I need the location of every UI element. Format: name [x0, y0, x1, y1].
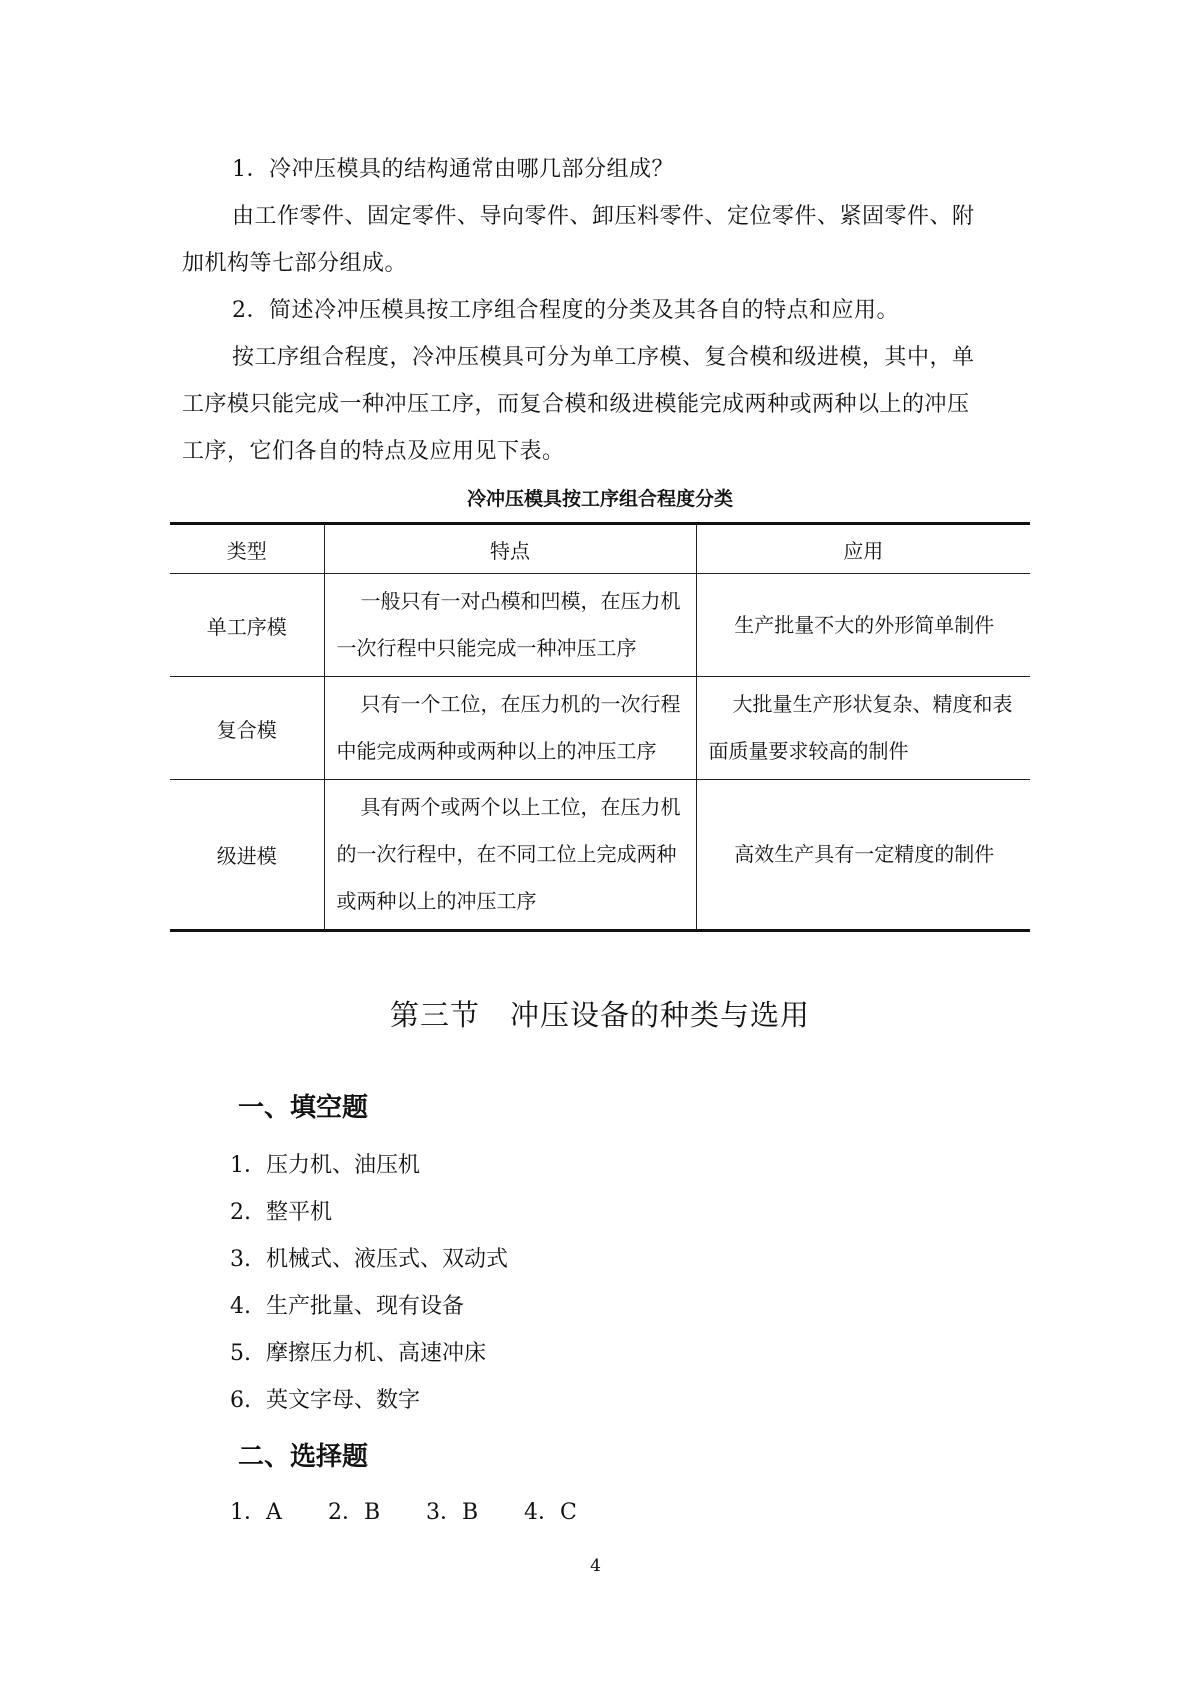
item-text: 生产批量、现有设备 [266, 1294, 465, 1319]
item-text: 压力机、油压机 [266, 1153, 421, 1178]
feature-line: 具有两个或两个以上工位，在压力机 [360, 795, 681, 819]
application-line: 生产批量不大的外形简单制件 [734, 612, 995, 637]
feature-line: 中能完成两种或两种以上的冲压工序 [336, 739, 657, 763]
choice-answers [230, 1493, 622, 1533]
q2-question: 2．简述冷冲压模具按工序组合程度的分类及其各自的特点和应用。 [232, 298, 899, 323]
feature-line: 一般只有一对凸模和凹模，在压力机 [360, 589, 681, 613]
item-number: 6. [230, 1388, 251, 1413]
row-features [324, 677, 696, 780]
header-type: 类型 [170, 524, 324, 574]
header-features: 特点 [324, 524, 696, 574]
feature-line: 只有一个工位，在压力机的一次行程 [360, 692, 681, 716]
application-line: 高效生产具有一定精度的制件 [734, 842, 995, 866]
item-text: 英文字母、数字 [266, 1388, 421, 1413]
table-row [170, 780, 1030, 931]
item-number: 3. [230, 1247, 251, 1272]
table-row [170, 574, 1030, 677]
feature-line: 的一次行程中，在不同工位上完成两种 [336, 842, 677, 866]
q1-question: 1．冷冲压模具的结构通常由哪几部分组成？ [232, 157, 674, 182]
fill-blank-heading: 一、填空题 [238, 1093, 369, 1123]
item-number: 4. [230, 1294, 251, 1319]
application-line: 面质量要求较高的制件 [708, 739, 909, 763]
header-application: 应用 [696, 524, 1030, 574]
item-text: 整平机 [266, 1200, 333, 1225]
choice-answer: 3．B [426, 1500, 479, 1525]
item-number: 1． [230, 1153, 266, 1178]
item-number: 2. [230, 1200, 251, 1225]
choice-answer: 1．A [230, 1500, 282, 1525]
row-features [324, 780, 696, 931]
item-text: 摩擦压力机、高速冲床 [266, 1341, 487, 1366]
classification-table [170, 522, 1030, 932]
row-type: 单工序模 [170, 574, 324, 677]
section-title: 第三节 冲压设备的种类与选用 [389, 998, 810, 1032]
feature-line: 或两种以上的冲压工序 [336, 889, 537, 913]
list-item [230, 1287, 464, 1327]
page-number: 4 [590, 1556, 601, 1576]
row-application [696, 677, 1030, 780]
row-features [324, 574, 696, 677]
item-number: 5. [230, 1341, 251, 1366]
list-item [230, 1334, 486, 1374]
q1-answer-line-2: 加机构等七部分组成。 [182, 251, 408, 276]
row-type: 级进模 [170, 780, 324, 931]
q1-answer-line-1: 由工作零件、固定零件、导向零件、卸压料零件、定位零件、紧固零件、附 [232, 204, 975, 229]
choice-answer: 2．B [328, 1500, 381, 1525]
choice-heading: 二、选择题 [238, 1442, 369, 1472]
row-type: 复合模 [170, 677, 324, 780]
q2-answer-line-3: 工序，它们各自的特点及应用见下表。 [182, 439, 565, 464]
row-application [696, 780, 1030, 931]
table-header-row [170, 524, 1030, 574]
table-caption: 冷冲压模具按工序组合程度分类 [466, 488, 733, 510]
application-line: 大批量生产形状复杂、精度和表 [732, 692, 1013, 716]
row-application [696, 574, 1030, 677]
feature-line: 一次行程中只能完成一种冲压工序 [336, 636, 637, 660]
list-item [230, 1193, 332, 1233]
q2-answer-line-1: 按工序组合程度，冷冲压模具可分为单工序模、复合模和级进模，其中，单 [232, 345, 975, 370]
q2-answer-line-2: 工序模只能完成一种冲压工序，而复合模和级进模能完成两种或两种以上的冲压 [182, 392, 970, 417]
list-item [230, 1146, 420, 1186]
list-item [230, 1240, 508, 1280]
choice-answer: 4．C [524, 1500, 577, 1525]
table-row [170, 677, 1030, 780]
list-item [230, 1381, 420, 1421]
item-text: 机械式、液压式、双动式 [266, 1247, 509, 1272]
